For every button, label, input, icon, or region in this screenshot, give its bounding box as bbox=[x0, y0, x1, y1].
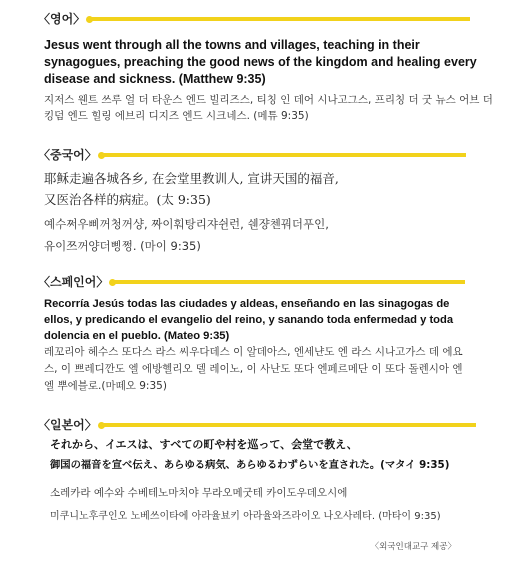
english-reading: 지저스 웬트 쓰루 얼 더 타운스 엔드 빌리즈스, 티칭 인 데어 시나고그스, 프리칭 더 굿 뉴스 어브 더 킹덤 엔드 힐링 에브리 디지즈 엔드 시크네스. (메튜 9:35) bbox=[44, 94, 493, 122]
section-label-english: 〈영어〉 bbox=[38, 12, 86, 26]
japanese-verse-line-1: それから、イエスは、すべての町や村を巡って、会堂で教え、 bbox=[50, 438, 358, 451]
section-label-chinese: 〈중국어〉 bbox=[38, 148, 97, 162]
source-credit: 〈외국인대교구 제공〉 bbox=[370, 542, 456, 552]
section-header-english bbox=[38, 12, 470, 26]
header-divider bbox=[92, 17, 470, 21]
spanish-verse: Recorría Jesús todas las ciudades y aldeas, enseñando en las sinagogas de ellos, y predicando el evangelio del reino, y sanando toda enfermedad y toda dolencia en el pueblo. (Mateo 9:35) bbox=[44, 298, 454, 342]
japanese-reading-line-2: 미쿠니노후쿠인오 노베쓰이타에 아라율뵤키 아라율와즈라이오 나오사레타. (마타이 9:35) bbox=[50, 511, 441, 522]
section-label-spanish: 〈스페인어〉 bbox=[38, 275, 109, 289]
section-header-chinese bbox=[38, 148, 466, 162]
chinese-verse-line-2: 又医治各样的病症。(太 9:35) bbox=[44, 192, 211, 207]
header-divider bbox=[104, 423, 476, 427]
header-divider bbox=[115, 280, 465, 284]
japanese-verse-line-2: 御国の福音を宣べ伝え、あらゆる病気、あらゆるわずらいを直された。(マタイ 9:35) bbox=[50, 459, 450, 471]
section-header-japanese bbox=[38, 418, 476, 432]
japanese-reading-line-1: 소레카라 예수와 수베테노마치야 무라오메굿테 카이도우데오시에 bbox=[50, 487, 348, 499]
chinese-verse-line-1: 耶稣走遍各城各乡, 在会堂里教训人, 宣讲天国的福音, bbox=[44, 171, 339, 186]
chinese-reading-line-2: 유이쯔꺼양더삥쩡. (마이 9:35) bbox=[44, 239, 201, 253]
chinese-reading-line-1: 예수쩌우삐꺼청꺼샹, 짜이훠탕리쟈쉰런, 쉔쟝첸꿔더푸인, bbox=[44, 217, 329, 231]
header-divider bbox=[104, 153, 466, 157]
section-label-japanese: 〈일본어〉 bbox=[38, 418, 97, 432]
spanish-reading: 레꼬리아 헤수스 또다스 라스 씨우다데스 이 알데아스, 엔세냔도 엔 라스 시나고가스 데 에요스, 이 쁘레디깐도 엘 에방헬리오 델 레이노, 이 사난도 또다 엔페르메단 이 또다 돌렌시아 엔 엘 뿌에블로.(마떼오 9:35) bbox=[44, 346, 463, 392]
section-header-spanish bbox=[38, 275, 465, 289]
english-verse: Jesus went through all the towns and villages, teaching in their synagogues, preaching the good news of the kingdom and healing every disease and sickness. (Matthew 9:35) bbox=[44, 38, 477, 86]
